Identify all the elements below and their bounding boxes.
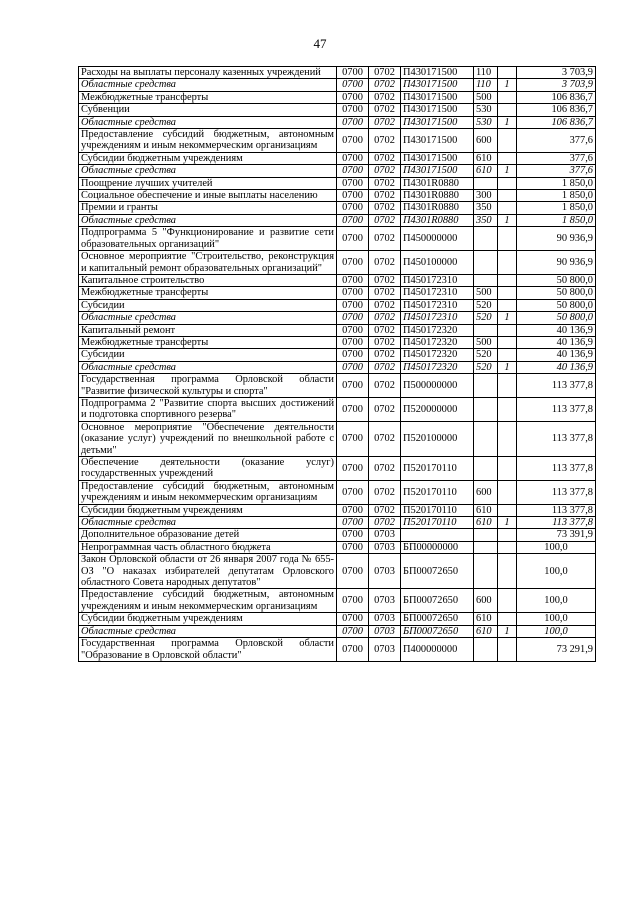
row-expense-type: 500	[474, 91, 498, 103]
row-funding-flag	[498, 457, 517, 481]
row-target-article: П4301R0880	[401, 190, 474, 202]
row-name: Субсидии бюджетным учреждениям	[79, 504, 337, 516]
row-razdel: 0700	[337, 374, 369, 398]
row-name: Основное мероприятие "Обеспечение деятельности (оказание услуг) учреждений по внешкольной работе с детьми"	[79, 421, 337, 456]
row-expense-type	[474, 554, 498, 589]
row-podrazdel: 0702	[369, 480, 401, 504]
table-row	[79, 299, 596, 311]
row-funding-flag	[498, 397, 517, 421]
row-podrazdel: 0702	[369, 504, 401, 516]
row-expense-type	[474, 529, 498, 541]
row-razdel: 0700	[337, 504, 369, 516]
row-funding-flag	[498, 152, 517, 164]
row-amount: 50 800,0	[517, 287, 596, 299]
row-target-article: П520100000	[401, 421, 474, 456]
row-name: Подпрограмма 5 "Функционирование и развитие сети образовательных организаций"	[79, 227, 337, 251]
row-funding-flag	[498, 251, 517, 275]
row-amount: 3 703,9	[517, 67, 596, 79]
row-name: Поощрение лучших учителей	[79, 177, 337, 189]
table-row	[79, 202, 596, 214]
row-razdel: 0700	[337, 336, 369, 348]
row-podrazdel: 0702	[369, 421, 401, 456]
row-expense-type	[474, 374, 498, 398]
row-funding-flag	[498, 324, 517, 336]
row-expense-type: 350	[474, 202, 498, 214]
row-amount: 377,6	[517, 165, 596, 177]
row-target-article: П430171500	[401, 116, 474, 128]
row-amount: 106 836,7	[517, 116, 596, 128]
row-razdel: 0700	[337, 91, 369, 103]
row-name: Субвенции	[79, 104, 337, 116]
row-funding-flag	[498, 91, 517, 103]
row-podrazdel: 0702	[369, 152, 401, 164]
row-amount: 40 136,9	[517, 361, 596, 373]
row-expense-type: 530	[474, 116, 498, 128]
row-funding-flag	[498, 374, 517, 398]
row-target-article: П520170110	[401, 517, 474, 529]
row-target-article: П430171500	[401, 129, 474, 153]
row-amount: 377,6	[517, 152, 596, 164]
row-funding-flag: 1	[498, 214, 517, 226]
table-row	[79, 116, 596, 128]
row-target-article: БП00072650	[401, 554, 474, 589]
row-target-article: П450172320	[401, 349, 474, 361]
row-razdel: 0700	[337, 190, 369, 202]
row-razdel: 0700	[337, 517, 369, 529]
row-amount: 113 377,8	[517, 517, 596, 529]
table-row	[79, 177, 596, 189]
row-podrazdel: 0703	[369, 589, 401, 613]
row-podrazdel: 0702	[369, 397, 401, 421]
row-razdel: 0700	[337, 129, 369, 153]
row-name: Основное мероприятие "Строительство, реконструкция и капитальный ремонт образовательных организаций"	[79, 251, 337, 275]
row-amount: 1 850,0	[517, 177, 596, 189]
row-razdel: 0700	[337, 480, 369, 504]
row-podrazdel: 0702	[369, 251, 401, 275]
row-name: Областные средства	[79, 517, 337, 529]
row-target-article: П450172320	[401, 361, 474, 373]
row-name: Межбюджетные трансферты	[79, 91, 337, 103]
row-podrazdel: 0703	[369, 625, 401, 637]
table-row	[79, 287, 596, 299]
table-row	[79, 91, 596, 103]
table-row	[79, 349, 596, 361]
row-podrazdel: 0703	[369, 613, 401, 625]
row-razdel: 0700	[337, 299, 369, 311]
row-funding-flag: 1	[498, 517, 517, 529]
table-row	[79, 152, 596, 164]
row-funding-flag	[498, 638, 517, 662]
row-podrazdel: 0702	[369, 274, 401, 286]
row-podrazdel: 0702	[369, 287, 401, 299]
row-amount: 1 850,0	[517, 202, 596, 214]
row-funding-flag	[498, 349, 517, 361]
row-razdel: 0700	[337, 541, 369, 553]
row-amount: 100,0	[517, 589, 596, 613]
row-name: Межбюджетные трансферты	[79, 336, 337, 348]
row-name: Капитальный ремонт	[79, 324, 337, 336]
row-funding-flag: 1	[498, 625, 517, 637]
row-expense-type	[474, 177, 498, 189]
row-podrazdel: 0702	[369, 324, 401, 336]
row-amount: 1 850,0	[517, 190, 596, 202]
row-podrazdel: 0702	[369, 177, 401, 189]
row-amount: 113 377,8	[517, 421, 596, 456]
row-razdel: 0700	[337, 397, 369, 421]
row-podrazdel: 0702	[369, 299, 401, 311]
row-amount: 90 936,9	[517, 251, 596, 275]
row-funding-flag	[498, 129, 517, 153]
row-amount: 40 136,9	[517, 336, 596, 348]
row-name: Субсидии бюджетным учреждениям	[79, 152, 337, 164]
row-podrazdel: 0702	[369, 202, 401, 214]
table-row	[79, 421, 596, 456]
row-amount: 113 377,8	[517, 397, 596, 421]
row-target-article: БП00072650	[401, 625, 474, 637]
row-amount: 73 291,9	[517, 638, 596, 662]
row-name: Государственная программа Орловской области "Развитие физической культуры и спорта"	[79, 374, 337, 398]
row-funding-flag	[498, 190, 517, 202]
table-row	[79, 397, 596, 421]
row-expense-type	[474, 397, 498, 421]
row-name: Областные средства	[79, 361, 337, 373]
row-name: Областные средства	[79, 214, 337, 226]
table-row	[79, 336, 596, 348]
row-podrazdel: 0703	[369, 638, 401, 662]
row-amount: 100,0	[517, 613, 596, 625]
row-name: Предоставление субсидий бюджетным, автономным учреждениям и иным некоммерческим организациям	[79, 589, 337, 613]
row-target-article: П430171500	[401, 104, 474, 116]
row-target-article: П4301R0880	[401, 202, 474, 214]
row-funding-flag	[498, 589, 517, 613]
table-row	[79, 625, 596, 637]
row-name: Капитальное строительство	[79, 274, 337, 286]
row-expense-type: 520	[474, 312, 498, 324]
row-target-article: П520170110	[401, 504, 474, 516]
row-expense-type: 610	[474, 625, 498, 637]
row-amount: 90 936,9	[517, 227, 596, 251]
row-target-article: П4301R0880	[401, 214, 474, 226]
row-name: Подпрограмма 2 "Развитие спорта высших достижений и подготовка спортивного резерва"	[79, 397, 337, 421]
row-expense-type: 520	[474, 299, 498, 311]
row-funding-flag	[498, 541, 517, 553]
row-expense-type	[474, 421, 498, 456]
row-podrazdel: 0702	[369, 79, 401, 91]
row-amount: 113 377,8	[517, 480, 596, 504]
row-expense-type: 610	[474, 613, 498, 625]
row-expense-type: 300	[474, 190, 498, 202]
row-target-article: П430171500	[401, 152, 474, 164]
row-razdel: 0700	[337, 274, 369, 286]
table-row	[79, 274, 596, 286]
row-name: Предоставление субсидий бюджетным, автономным учреждениям и иным некоммерческим организациям	[79, 480, 337, 504]
row-podrazdel: 0702	[369, 190, 401, 202]
row-razdel: 0700	[337, 324, 369, 336]
row-amount: 100,0	[517, 625, 596, 637]
table-row	[79, 589, 596, 613]
row-funding-flag	[498, 274, 517, 286]
row-podrazdel: 0702	[369, 312, 401, 324]
table-row	[79, 529, 596, 541]
row-funding-flag	[498, 104, 517, 116]
row-expense-type: 520	[474, 361, 498, 373]
row-razdel: 0700	[337, 177, 369, 189]
table-row	[79, 104, 596, 116]
row-amount: 50 800,0	[517, 299, 596, 311]
row-amount: 50 800,0	[517, 312, 596, 324]
row-razdel: 0700	[337, 152, 369, 164]
row-name: Государственная программа Орловской области "Образование в Орловской области"	[79, 638, 337, 662]
row-funding-flag	[498, 554, 517, 589]
table-row	[79, 504, 596, 516]
row-expense-type: 500	[474, 336, 498, 348]
row-expense-type	[474, 324, 498, 336]
row-podrazdel: 0702	[369, 129, 401, 153]
row-target-article: БП00000000	[401, 541, 474, 553]
table-row	[79, 214, 596, 226]
row-podrazdel: 0702	[369, 361, 401, 373]
row-funding-flag	[498, 299, 517, 311]
row-funding-flag	[498, 177, 517, 189]
row-razdel: 0700	[337, 613, 369, 625]
row-razdel: 0700	[337, 227, 369, 251]
row-name: Субсидии бюджетным учреждениям	[79, 613, 337, 625]
row-podrazdel: 0702	[369, 104, 401, 116]
row-target-article: П450172320	[401, 336, 474, 348]
row-razdel: 0700	[337, 349, 369, 361]
table-row	[79, 190, 596, 202]
row-podrazdel: 0702	[369, 116, 401, 128]
row-razdel: 0700	[337, 625, 369, 637]
row-funding-flag	[498, 287, 517, 299]
table-row	[79, 324, 596, 336]
row-amount: 106 836,7	[517, 104, 596, 116]
table-row	[79, 517, 596, 529]
table-row	[79, 638, 596, 662]
budget-table-body	[79, 67, 596, 662]
row-funding-flag	[498, 67, 517, 79]
row-target-article: П520170110	[401, 457, 474, 481]
row-expense-type: 600	[474, 129, 498, 153]
table-row	[79, 541, 596, 553]
table-row	[79, 129, 596, 153]
row-expense-type: 600	[474, 480, 498, 504]
row-name: Премии и гранты	[79, 202, 337, 214]
row-razdel: 0700	[337, 214, 369, 226]
row-expense-type: 610	[474, 517, 498, 529]
row-target-article: П4301R0880	[401, 177, 474, 189]
table-row	[79, 374, 596, 398]
row-funding-flag	[498, 504, 517, 516]
row-funding-flag	[498, 227, 517, 251]
row-name: Предоставление субсидий бюджетным, автономным учреждениям и иным некоммерческим организациям	[79, 129, 337, 153]
row-amount: 1 850,0	[517, 214, 596, 226]
row-podrazdel: 0703	[369, 529, 401, 541]
row-name: Обеспечение деятельности (оказание услуг) государственных учреждений	[79, 457, 337, 481]
row-razdel: 0700	[337, 202, 369, 214]
row-expense-type	[474, 227, 498, 251]
row-funding-flag	[498, 336, 517, 348]
table-row	[79, 312, 596, 324]
row-target-article: П450100000	[401, 251, 474, 275]
row-podrazdel: 0702	[369, 457, 401, 481]
row-target-article: П450000000	[401, 227, 474, 251]
row-expense-type: 600	[474, 589, 498, 613]
row-amount: 113 377,8	[517, 374, 596, 398]
row-amount: 113 377,8	[517, 504, 596, 516]
row-name: Областные средства	[79, 312, 337, 324]
row-funding-flag: 1	[498, 361, 517, 373]
row-target-article: П520170110	[401, 480, 474, 504]
row-funding-flag: 1	[498, 79, 517, 91]
row-expense-type: 610	[474, 152, 498, 164]
row-expense-type: 110	[474, 79, 498, 91]
row-name: Социальное обеспечение и иные выплаты населению	[79, 190, 337, 202]
table-row	[79, 79, 596, 91]
row-target-article: П430171500	[401, 79, 474, 91]
row-target-article: БП00072650	[401, 589, 474, 613]
row-funding-flag: 1	[498, 165, 517, 177]
row-podrazdel: 0702	[369, 349, 401, 361]
page-number: 47	[313, 36, 327, 51]
row-target-article: П520000000	[401, 397, 474, 421]
table-row	[79, 457, 596, 481]
row-podrazdel: 0702	[369, 517, 401, 529]
row-expense-type: 530	[474, 104, 498, 116]
row-name: Областные средства	[79, 165, 337, 177]
row-funding-flag	[498, 202, 517, 214]
row-razdel: 0700	[337, 67, 369, 79]
table-row	[79, 361, 596, 373]
row-razdel: 0700	[337, 165, 369, 177]
row-expense-type: 610	[474, 504, 498, 516]
row-expense-type: 610	[474, 165, 498, 177]
row-name: Областные средства	[79, 625, 337, 637]
row-razdel: 0700	[337, 589, 369, 613]
row-razdel: 0700	[337, 529, 369, 541]
row-razdel: 0700	[337, 251, 369, 275]
row-podrazdel: 0702	[369, 227, 401, 251]
row-funding-flag	[498, 421, 517, 456]
row-razdel: 0700	[337, 638, 369, 662]
row-name: Непрограммная часть областного бюджета	[79, 541, 337, 553]
row-amount: 113 377,8	[517, 457, 596, 481]
row-target-article: П430171500	[401, 67, 474, 79]
table-row	[79, 613, 596, 625]
row-amount: 73 391,9	[517, 529, 596, 541]
row-target-article: П450172310	[401, 312, 474, 324]
row-amount: 3 703,9	[517, 79, 596, 91]
row-amount: 106 836,7	[517, 91, 596, 103]
row-target-article: П450172310	[401, 299, 474, 311]
row-amount: 40 136,9	[517, 349, 596, 361]
row-razdel: 0700	[337, 361, 369, 373]
row-target-article: П430171500	[401, 165, 474, 177]
row-name: Субсидии	[79, 349, 337, 361]
row-podrazdel: 0703	[369, 541, 401, 553]
row-podrazdel: 0702	[369, 336, 401, 348]
table-row	[79, 227, 596, 251]
row-expense-type	[474, 274, 498, 286]
row-funding-flag: 1	[498, 312, 517, 324]
row-razdel: 0700	[337, 457, 369, 481]
row-expense-type: 350	[474, 214, 498, 226]
row-target-article: П430171500	[401, 91, 474, 103]
table-row	[79, 554, 596, 589]
budget-table	[78, 66, 596, 662]
table-row	[79, 165, 596, 177]
row-amount: 100,0	[517, 541, 596, 553]
row-funding-flag	[498, 529, 517, 541]
row-podrazdel: 0702	[369, 91, 401, 103]
row-razdel: 0700	[337, 554, 369, 589]
row-razdel: 0700	[337, 116, 369, 128]
row-funding-flag	[498, 480, 517, 504]
row-razdel: 0700	[337, 312, 369, 324]
table-row	[79, 480, 596, 504]
row-podrazdel: 0702	[369, 67, 401, 79]
table-row	[79, 67, 596, 79]
row-name: Расходы на выплаты персоналу казенных учреждений	[79, 67, 337, 79]
row-name: Областные средства	[79, 116, 337, 128]
row-name: Областные средства	[79, 79, 337, 91]
row-funding-flag	[498, 613, 517, 625]
row-name: Межбюджетные трансферты	[79, 287, 337, 299]
table-row	[79, 251, 596, 275]
row-expense-type: 520	[474, 349, 498, 361]
row-amount: 377,6	[517, 129, 596, 153]
row-expense-type	[474, 638, 498, 662]
row-target-article: БП00072650	[401, 613, 474, 625]
row-target-article: П450172310	[401, 274, 474, 286]
row-expense-type	[474, 457, 498, 481]
row-razdel: 0700	[337, 79, 369, 91]
row-podrazdel: 0702	[369, 214, 401, 226]
row-target-article	[401, 529, 474, 541]
row-razdel: 0700	[337, 104, 369, 116]
row-razdel: 0700	[337, 287, 369, 299]
row-expense-type: 500	[474, 287, 498, 299]
row-amount: 100,0	[517, 554, 596, 589]
row-name: Субсидии	[79, 299, 337, 311]
row-podrazdel: 0702	[369, 374, 401, 398]
row-podrazdel: 0703	[369, 554, 401, 589]
row-target-article: П400000000	[401, 638, 474, 662]
row-target-article: П500000000	[401, 374, 474, 398]
row-name: Дополнительное образование детей	[79, 529, 337, 541]
row-expense-type: 110	[474, 67, 498, 79]
row-razdel: 0700	[337, 421, 369, 456]
row-expense-type	[474, 251, 498, 275]
row-name: Закон Орловской области от 26 января 2007 года № 655-ОЗ "О наказах избирателей депутатам Орловского областного Совета народных депутатов"	[79, 554, 337, 589]
row-expense-type	[474, 541, 498, 553]
row-target-article: П450172320	[401, 324, 474, 336]
row-amount: 40 136,9	[517, 324, 596, 336]
row-target-article: П450172310	[401, 287, 474, 299]
row-amount: 50 800,0	[517, 274, 596, 286]
row-funding-flag: 1	[498, 116, 517, 128]
row-podrazdel: 0702	[369, 165, 401, 177]
